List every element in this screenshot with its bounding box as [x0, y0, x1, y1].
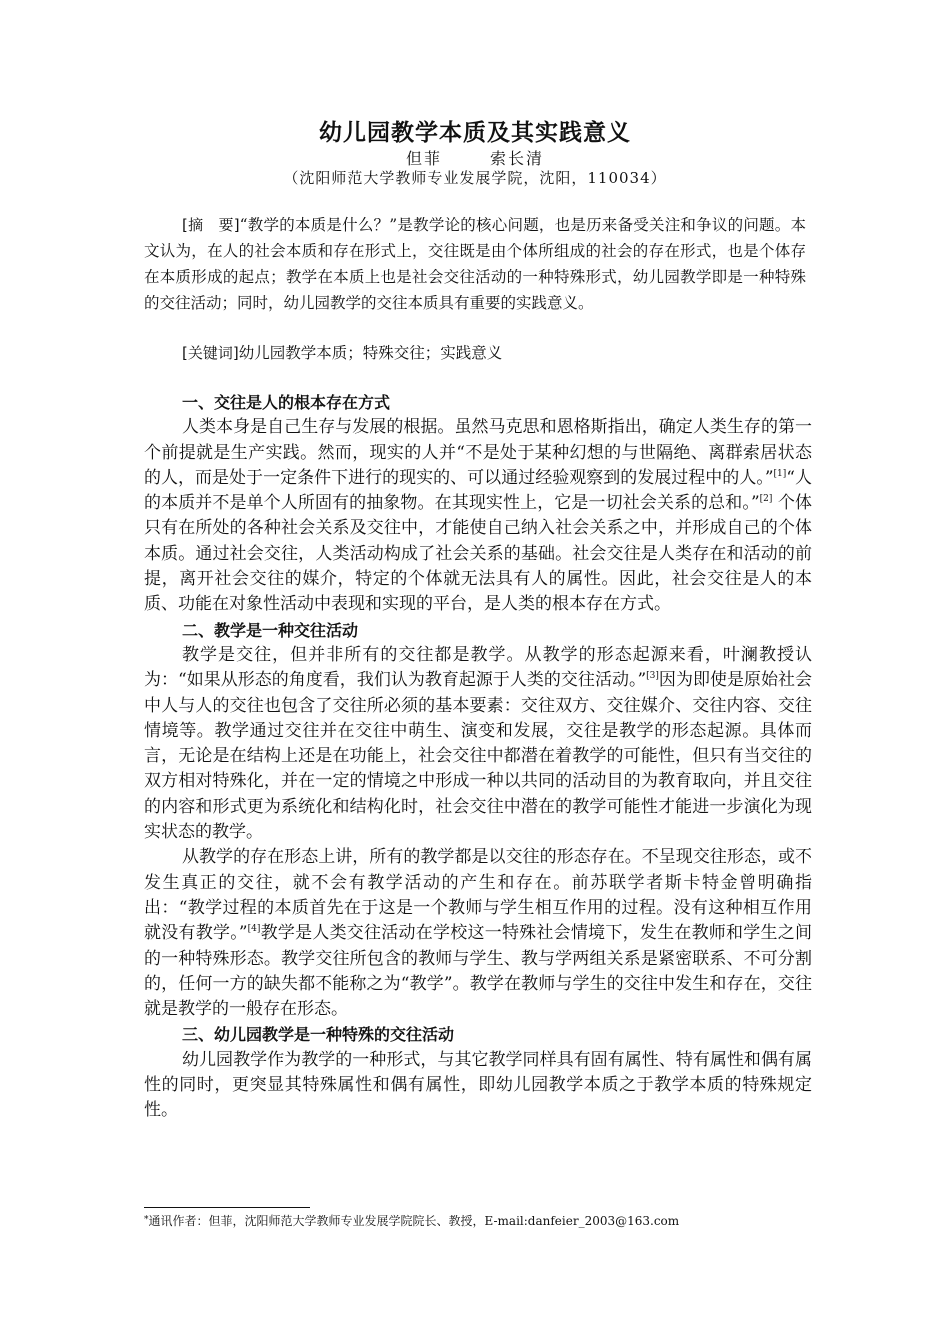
- citation-ref: [4]: [247, 924, 261, 935]
- citation-ref: [3]: [646, 671, 659, 682]
- section-heading: 三、幼儿园教学是一种特殊的交往活动: [182, 1025, 455, 1045]
- keywords-label: [关键词]: [182, 344, 239, 362]
- author-line: [0, 146, 950, 169]
- footnote-mark: *: [144, 1215, 149, 1225]
- paragraph-text: 从教学的存在形态上讲，所有的教学都是以交往的形态存在。不呈现交往形态，或不发生真正的交往，就不会有教学活动的产生和存在。前苏联学者斯卡特金曾明确指出：“教学过程的本质首先在于这是一个教师与学生相互作用的过程。没有这种相互作用就没有教学。”: [144, 847, 812, 944]
- keywords-text: 幼儿园教学本质；特殊交往；实践意义: [238, 344, 503, 362]
- footnote-rule: [144, 1207, 310, 1208]
- paragraph-text: 个体只有在所处的各种社会关系及交往中，才能使自己纳入社会关系之中，并形成自己的个体本质。通过社会交往，人类活动构成了社会关系的基础。社会交往是人类存在和活动的前提，离开社会交往的媒介，特定的个体就无法具有人的属性。因此，社会交往是人的本质、功能在对象性活动中表现和实现的平台，是人类的根本存在方式。: [144, 493, 812, 615]
- keywords: [144, 340, 806, 366]
- abstract: [144, 212, 806, 316]
- paper-title: 幼儿园教学本质及其实践意义: [319, 120, 631, 146]
- paragraph-text: 因为即使是原始社会中人与人的交往也包含了交往所必须的基本要素：交往双方、交往媒介、交往内容、交往情境等。教学通过交往并在交往中萌生、演变和发展，交往是教学的形态起源。具体而言，无论是在结构上还是在功能上，社会交往中都潜在着教学的可能性，但只有当交往的双方相对特殊化，并在一定的情境之中形成一种以共同的活动目的为教育取向，并且交往的内容和形式更为系统化和结构化时，社会交往中潜在的教学可能性才能进一步演化为现实状态的教学。: [144, 670, 813, 843]
- author-name: 索长清: [490, 149, 545, 168]
- paragraph: [144, 643, 812, 845]
- paragraph: 幼儿园教学作为教学的一种形式，与其它教学同样具有固有属性、特有属性和偶有属性的同时，更突显其特殊属性和偶有属性，即幼儿园教学本质之于教学本质的特殊规定性。: [144, 1049, 812, 1121]
- citation-ref: [1]: [773, 468, 787, 479]
- section-heading: 一、交往是人的根本存在方式: [182, 393, 391, 412]
- paper-body: [144, 390, 812, 1124]
- paragraph: [144, 415, 812, 617]
- paragraph-text: 教学是人类交往活动在学校这一特殊社会情境下，发生在教师和学生之间的一种特殊形态。教学交往所包含的教师与学生、教与学两组关系是紧密联系、不可分割的，任何一方的缺失都不能称之为“教学”。教学在教师与学生的交往中发生和存在，交往就是教学的一般存在形态。: [144, 923, 812, 1020]
- paragraph-text: 教学是交往，但并非所有的交往都是教学。从教学的形态起源来看，叶澜教授认为：“如果从形态的角度看，我们认为教育起源于人类的交往活动。”: [144, 644, 812, 691]
- footnote-text: 通讯作者：但菲，沈阳师范大学教师专业发展学院院长、教授，E-mail:danfeier_2003@163.com: [148, 1214, 680, 1228]
- author-name: 但菲: [405, 149, 442, 168]
- citation-ref: [2]: [759, 494, 773, 505]
- footnote: [144, 1212, 679, 1229]
- paragraph-text: “人的本质并不是单个人所固有的抽象物。在其现实性上，它是一切社会关系的总和。”: [144, 467, 812, 514]
- abstract-text: “教学的本质是什么？”是教学论的核心问题，也是历来备受关注和争议的问题。本文认为，在人的社会本质和存在形式上，交往既是由个体所组成的社会的存在形式，也是个体存在本质形成的起点；教学在本质上也是社会交往活动的一种特殊形式，幼儿园教学即是一种特殊的交往活动；同时，幼儿园教学的交往本质具有重要的实践意义。: [144, 216, 806, 312]
- abstract-label: [摘 要]: [182, 216, 240, 234]
- affiliation: （沈阳师范大学教师专业发展学院，沈阳，110034）: [283, 169, 667, 187]
- paragraph-text: 人类本身是自己生存与发展的根据。虽然马克思和恩格斯指出，确定人类生存的第一个前提就是生产实践。然而，现实的人并“不是处于某种幻想的与世隔绝、离群索居状态的人，而是处于一定条件下进行的现实的、可以通过经验观察到的发展过程中的人。”: [144, 417, 812, 488]
- paragraph: [144, 845, 812, 1022]
- section-heading: 二、教学是一种交往活动: [182, 620, 359, 640]
